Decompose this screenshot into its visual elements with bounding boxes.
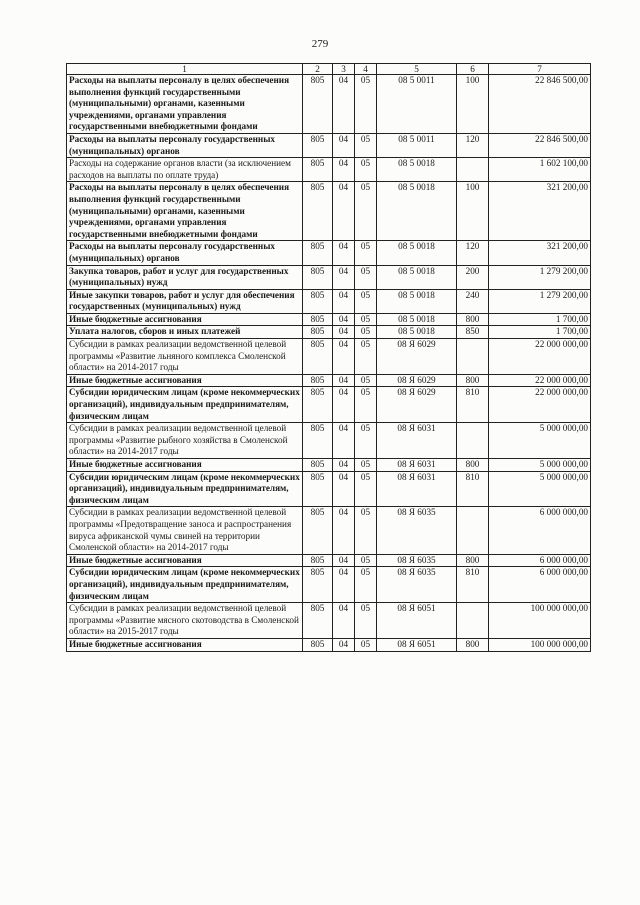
row-description: Иные бюджетные ассигнования — [67, 459, 303, 472]
section-code: 04 — [333, 471, 355, 507]
subsection-code: 05 — [355, 158, 377, 182]
row-description: Субсидии в рамках реализации ведомственной целевой программы «Развитие льняного комплекса Смоленской области» на 2014-2017 годы — [67, 339, 303, 375]
row-description: Расходы на выплаты персоналу в целях обеспечения выполнения функций государственными (муниципальными) органами, казенными учреждениями, органами управления государственными внебюджетными фондами — [67, 75, 303, 134]
target-article-code: 08 Я 6051 — [377, 638, 457, 651]
amount: 22 000 000,00 — [489, 339, 591, 375]
ministry-code: 805 — [303, 313, 333, 326]
row-description: Закупка товаров, работ и услуг для государственных (муниципальных) нужд — [67, 265, 303, 289]
header-col-7: 7 — [489, 64, 591, 75]
ministry-code: 805 — [303, 158, 333, 182]
amount: 22 846 500,00 — [489, 133, 591, 157]
amount: 5 000 000,00 — [489, 471, 591, 507]
target-article-code: 08 Я 6031 — [377, 471, 457, 507]
header-col-6: 6 — [457, 64, 489, 75]
target-article-code: 08 5 0018 — [377, 313, 457, 326]
table-row — [67, 374, 591, 387]
row-description: Иные закупки товаров, работ и услуг для обеспечения государственных (муниципальных) нужд — [67, 289, 303, 313]
subsection-code: 05 — [355, 313, 377, 326]
table-row — [67, 459, 591, 472]
amount: 1 700,00 — [489, 326, 591, 339]
subsection-code: 05 — [355, 182, 377, 241]
row-description: Субсидии в рамках реализации ведомственной целевой программы «Предотвращение заноса и распространения вируса африканской чумы свиней на территории Смоленской области» на 2014-2017 годы — [67, 507, 303, 554]
table-row — [67, 313, 591, 326]
table-row — [67, 638, 591, 651]
subsection-code: 05 — [355, 374, 377, 387]
section-code: 04 — [333, 313, 355, 326]
row-description: Иные бюджетные ассигнования — [67, 554, 303, 567]
subsection-code: 05 — [355, 133, 377, 157]
ministry-code: 805 — [303, 507, 333, 554]
table-row — [67, 387, 591, 423]
target-article-code: 08 Я 6051 — [377, 603, 457, 639]
subsection-code: 05 — [355, 289, 377, 313]
subsection-code: 05 — [355, 326, 377, 339]
ministry-code: 805 — [303, 241, 333, 265]
expense-type-code: 850 — [457, 326, 489, 339]
ministry-code: 805 — [303, 265, 333, 289]
row-description: Субсидии юридическим лицам (кроме некоммерческих организаций), индивидуальным предпринимателям, физическим лицам — [67, 471, 303, 507]
ministry-code: 805 — [303, 603, 333, 639]
row-description: Иные бюджетные ассигнования — [67, 638, 303, 651]
expense-type-code: 120 — [457, 241, 489, 265]
row-description: Иные бюджетные ассигнования — [67, 374, 303, 387]
section-code: 04 — [333, 459, 355, 472]
expense-type-code: 810 — [457, 387, 489, 423]
ministry-code: 805 — [303, 374, 333, 387]
expense-type-code: 120 — [457, 133, 489, 157]
expense-type-code: 800 — [457, 459, 489, 472]
amount: 321 200,00 — [489, 182, 591, 241]
row-description: Расходы на выплаты персоналу в целях обеспечения выполнения функций государственными (муниципальными) органами, казенными учреждениями, органами управления государственными внебюджетными фондами — [67, 182, 303, 241]
header-col-1: 1 — [67, 64, 303, 75]
target-article-code: 08 5 0011 — [377, 75, 457, 134]
target-article-code: 08 5 0018 — [377, 241, 457, 265]
target-article-code: 08 5 0011 — [377, 133, 457, 157]
amount: 1 279 200,00 — [489, 265, 591, 289]
expense-type-code: 800 — [457, 374, 489, 387]
row-description: Расходы на содержание органов власти (за исключением расходов на выплаты по оплате труда) — [67, 158, 303, 182]
target-article-code: 08 Я 6031 — [377, 423, 457, 459]
amount: 100 000 000,00 — [489, 638, 591, 651]
target-article-code: 08 Я 6035 — [377, 567, 457, 603]
ministry-code: 805 — [303, 133, 333, 157]
table-row — [67, 241, 591, 265]
target-article-code: 08 5 0018 — [377, 326, 457, 339]
amount: 100 000 000,00 — [489, 603, 591, 639]
table-row — [67, 158, 591, 182]
header-col-3: 3 — [333, 64, 355, 75]
row-description: Расходы на выплаты персоналу государственных (муниципальных) органов — [67, 133, 303, 157]
table-row — [67, 603, 591, 639]
amount: 321 200,00 — [489, 241, 591, 265]
ministry-code: 805 — [303, 567, 333, 603]
section-code: 04 — [333, 75, 355, 134]
target-article-code: 08 Я 6035 — [377, 507, 457, 554]
amount: 6 000 000,00 — [489, 554, 591, 567]
header-col-5: 5 — [377, 64, 457, 75]
section-code: 04 — [333, 374, 355, 387]
section-code: 04 — [333, 507, 355, 554]
expense-type-code — [457, 423, 489, 459]
amount: 1 700,00 — [489, 313, 591, 326]
section-code: 04 — [333, 554, 355, 567]
subsection-code: 05 — [355, 75, 377, 134]
subsection-code: 05 — [355, 603, 377, 639]
table-row — [67, 133, 591, 157]
ministry-code: 805 — [303, 75, 333, 134]
target-article-code: 08 5 0018 — [377, 158, 457, 182]
expense-type-code: 810 — [457, 567, 489, 603]
target-article-code: 08 Я 6029 — [377, 387, 457, 423]
section-code: 04 — [333, 265, 355, 289]
section-code: 04 — [333, 339, 355, 375]
expense-type-code: 800 — [457, 638, 489, 651]
row-description: Иные бюджетные ассигнования — [67, 313, 303, 326]
amount: 6 000 000,00 — [489, 567, 591, 603]
section-code: 04 — [333, 241, 355, 265]
expense-type-code — [457, 158, 489, 182]
ministry-code: 805 — [303, 289, 333, 313]
section-code: 04 — [333, 158, 355, 182]
amount: 1 279 200,00 — [489, 289, 591, 313]
ministry-code: 805 — [303, 387, 333, 423]
header-col-4: 4 — [355, 64, 377, 75]
subsection-code: 05 — [355, 339, 377, 375]
amount: 6 000 000,00 — [489, 507, 591, 554]
subsection-code: 05 — [355, 507, 377, 554]
row-description: Расходы на выплаты персоналу государственных (муниципальных) органов — [67, 241, 303, 265]
target-article-code: 08 5 0018 — [377, 182, 457, 241]
table-row — [67, 265, 591, 289]
table-row — [67, 182, 591, 241]
expense-type-code: 810 — [457, 471, 489, 507]
ministry-code: 805 — [303, 326, 333, 339]
page-number: 279 — [311, 38, 329, 50]
row-description: Субсидии юридическим лицам (кроме некоммерческих организаций), индивидуальным предпринимателям, физическим лицам — [67, 567, 303, 603]
table-row — [67, 471, 591, 507]
target-article-code: 08 5 0018 — [377, 265, 457, 289]
section-code: 04 — [333, 289, 355, 313]
section-code: 04 — [333, 423, 355, 459]
section-code: 04 — [333, 133, 355, 157]
ministry-code: 805 — [303, 638, 333, 651]
section-code: 04 — [333, 387, 355, 423]
table-row — [67, 326, 591, 339]
subsection-code: 05 — [355, 241, 377, 265]
subsection-code: 05 — [355, 387, 377, 423]
subsection-code: 05 — [355, 554, 377, 567]
amount: 22 000 000,00 — [489, 387, 591, 423]
table-row — [67, 567, 591, 603]
ministry-code: 805 — [303, 554, 333, 567]
expense-type-code: 240 — [457, 289, 489, 313]
subsection-code: 05 — [355, 567, 377, 603]
ministry-code: 805 — [303, 423, 333, 459]
target-article-code: 08 Я 6035 — [377, 554, 457, 567]
table-row — [67, 289, 591, 313]
expense-type-code — [457, 603, 489, 639]
target-article-code: 08 Я 6029 — [377, 374, 457, 387]
section-code: 04 — [333, 638, 355, 651]
ministry-code: 805 — [303, 339, 333, 375]
expense-type-code: 800 — [457, 313, 489, 326]
subsection-code: 05 — [355, 638, 377, 651]
ministry-code: 805 — [303, 459, 333, 472]
ministry-code: 805 — [303, 471, 333, 507]
amount: 5 000 000,00 — [489, 459, 591, 472]
subsection-code: 05 — [355, 423, 377, 459]
row-description: Субсидии юридическим лицам (кроме некоммерческих организаций), индивидуальным предпринимателям, физическим лицам — [67, 387, 303, 423]
ministry-code: 805 — [303, 182, 333, 241]
table-row — [67, 423, 591, 459]
section-code: 04 — [333, 182, 355, 241]
subsection-code: 05 — [355, 459, 377, 472]
expense-type-code: 100 — [457, 75, 489, 134]
row-description: Субсидии в рамках реализации ведомственной целевой программы «Развитие рыбного хозяйства в Смоленской области» на 2014-2017 годы — [67, 423, 303, 459]
section-code: 04 — [333, 326, 355, 339]
target-article-code: 08 Я 6031 — [377, 459, 457, 472]
target-article-code: 08 5 0018 — [377, 289, 457, 313]
target-article-code: 08 Я 6029 — [377, 339, 457, 375]
header-col-2: 2 — [303, 64, 333, 75]
expense-type-code: 200 — [457, 265, 489, 289]
budget-table — [66, 63, 591, 652]
table-row — [67, 507, 591, 554]
table-row — [67, 554, 591, 567]
table-row — [67, 75, 591, 134]
amount: 5 000 000,00 — [489, 423, 591, 459]
table-row — [67, 339, 591, 375]
amount: 22 846 500,00 — [489, 75, 591, 134]
amount: 22 000 000,00 — [489, 374, 591, 387]
subsection-code: 05 — [355, 471, 377, 507]
amount: 1 602 100,00 — [489, 158, 591, 182]
expense-type-code: 100 — [457, 182, 489, 241]
section-code: 04 — [333, 603, 355, 639]
section-code: 04 — [333, 567, 355, 603]
row-description: Уплата налогов, сборов и иных платежей — [67, 326, 303, 339]
expense-type-code — [457, 339, 489, 375]
subsection-code: 05 — [355, 265, 377, 289]
header-row — [67, 64, 591, 75]
expense-type-code — [457, 507, 489, 554]
expense-type-code: 800 — [457, 554, 489, 567]
row-description: Субсидии в рамках реализации ведомственной целевой программы «Развитие мясного скотоводства в Смоленской области» на 2015-2017 годы — [67, 603, 303, 639]
